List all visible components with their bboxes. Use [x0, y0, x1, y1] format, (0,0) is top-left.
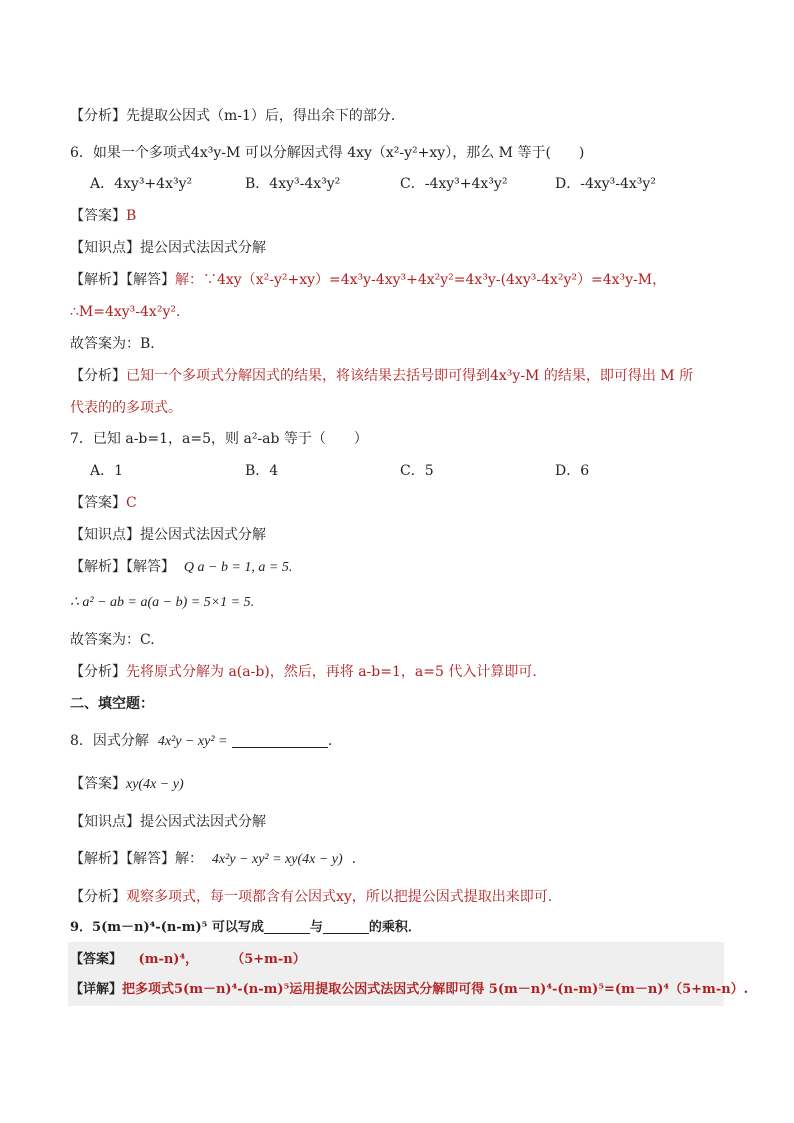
knowledge-tag: 【知识点】: [70, 814, 140, 830]
solution-line-1: 解：∵4xy（x²-y²+xy）=4x³y-4xy³+4x²y²=4x³y-(4xy³-4x²y²）=4x³y-M，: [175, 272, 667, 288]
q6-option-a: A．4xy³+4x³y²: [90, 176, 193, 192]
q6-conclusion: 故答案为：B．: [70, 336, 165, 352]
knowledge-tag: 【知识点】: [70, 240, 140, 256]
solution-line-1: Q a − b = 1, a = 5.: [183, 560, 293, 575]
solution-tag: 【解析】【解答】: [70, 559, 175, 575]
q9-blank-1: [264, 933, 310, 934]
answer-part-1: (m-n)⁴，: [138, 952, 199, 967]
answer-value: B: [126, 208, 137, 224]
analysis-line-1: 已知一个多项式分解因式的结果，将该结果去括号即可得到4x³y-M 的结果，即可得出 M 所: [126, 368, 694, 384]
q6-solution-line-2: ∴M=4xy³-4x²y²．: [70, 304, 190, 320]
q9-stem-a: 9．5(m－n)⁴-(n-m)⁵ 可以写成: [70, 920, 264, 935]
solution-prefix: 解：: [175, 851, 203, 867]
q7-solution-line-2: ∴ a² − ab = a(a − b) = 5×1 = 5.: [70, 595, 255, 610]
q7-knowledge: [70, 525, 724, 545]
q8-answer-blank: [232, 747, 328, 748]
answer-tag: 【答案】: [70, 776, 126, 792]
q9-answer: [70, 950, 724, 970]
analysis-tag: 【分析】: [70, 368, 126, 384]
answer-tag: 【答案】: [70, 495, 126, 511]
q7-stem: 7．已知 a-b=1，a=5，则 a²-ab 等于（ ）: [70, 431, 368, 447]
answer-tag: 【答案】: [70, 952, 123, 967]
q6-analysis-line-2: 代表的的多项式。: [70, 400, 182, 416]
q7-analysis: [70, 662, 724, 682]
analysis-tag: 【分析】: [70, 889, 126, 905]
answer-part-2: （5+m-n）: [231, 952, 306, 967]
q7-option-a: A．1: [90, 463, 124, 479]
analysis-tag: 【分析】: [70, 664, 126, 680]
answer-value: C: [126, 495, 137, 511]
answer-tag: 【答案】: [70, 208, 126, 224]
q7-answer: [70, 493, 724, 513]
q9-blank-2: [323, 933, 369, 934]
q6-stem: 6．如果一个多项式4x³y-M 可以分解因式得 4xy（x²-y²+xy），那么 M 等于( ): [70, 145, 585, 161]
q9-stem: [70, 918, 724, 938]
q8-answer: [70, 774, 724, 795]
answer-value: xy(4x − y): [126, 777, 184, 792]
analysis-text: 先提取公因式（m-1）后，得出余下的部分．: [126, 108, 405, 124]
q7-option-b: B．4: [245, 463, 279, 479]
q8-analysis: [70, 887, 724, 907]
q9-stem-b: 与: [309, 920, 323, 935]
solution-expr: 4x²y − xy² = xy(4x − y): [211, 852, 343, 867]
q6-option-d: D．-4xy³-4x³y²: [555, 176, 656, 192]
analysis-text: 观察多项式，每一项都含有公因式xy，所以把提公因式提取出来即可.: [126, 889, 553, 905]
q8-stem-expr: 4x²y − xy² =: [157, 734, 228, 749]
knowledge-text: 提公因式法因式分解: [140, 240, 266, 256]
q8-stem: [70, 731, 724, 752]
section-title: 二、填空题：: [70, 696, 154, 712]
q7-option-d: D．6: [555, 463, 590, 479]
detail-tag: 【详解】: [70, 982, 123, 997]
solution-end: .: [351, 851, 357, 867]
q5-analysis: [70, 106, 724, 126]
solution-tag: 【解析】【解答】: [70, 272, 175, 288]
q8-stem-prefix: 8．因式分解: [70, 733, 154, 749]
q8-solution: [70, 849, 724, 870]
q6-option-b: B．4xy³-4x³y²: [245, 176, 341, 192]
knowledge-text: 提公因式法因式分解: [140, 814, 266, 830]
q8-stem-end: .: [327, 733, 333, 749]
detail-text: 把多项式5(m－n)⁴-(n-m)⁵运用提取公因式法因式分解即可得 5(m－n)⁴-(n-m)⁵=(m－n)⁴（5+m-n）.: [122, 982, 749, 997]
q6-knowledge: [70, 238, 724, 258]
knowledge-text: 提公因式法因式分解: [140, 527, 266, 543]
q6-answer: [70, 206, 724, 226]
q7-solution: [70, 557, 724, 578]
q6-solution: [70, 270, 724, 290]
knowledge-tag: 【知识点】: [70, 527, 140, 543]
solution-tag: 【解析】【解答】: [70, 851, 175, 867]
q7-conclusion: 故答案为：C.: [70, 632, 155, 648]
q6-analysis: [70, 366, 724, 386]
analysis-text: 先将原式分解为 a(a-b)，然后，再将 a-b=1，a=5 代入计算即可.: [126, 664, 537, 680]
analysis-tag: 【分析】: [70, 108, 126, 124]
q9-detail: [70, 980, 749, 1000]
q8-knowledge: [70, 812, 724, 832]
q9-stem-c: 的乘积．: [368, 920, 421, 935]
q7-option-c: C．5: [400, 463, 434, 479]
q6-option-c: C．-4xy³+4x³y²: [400, 176, 508, 192]
